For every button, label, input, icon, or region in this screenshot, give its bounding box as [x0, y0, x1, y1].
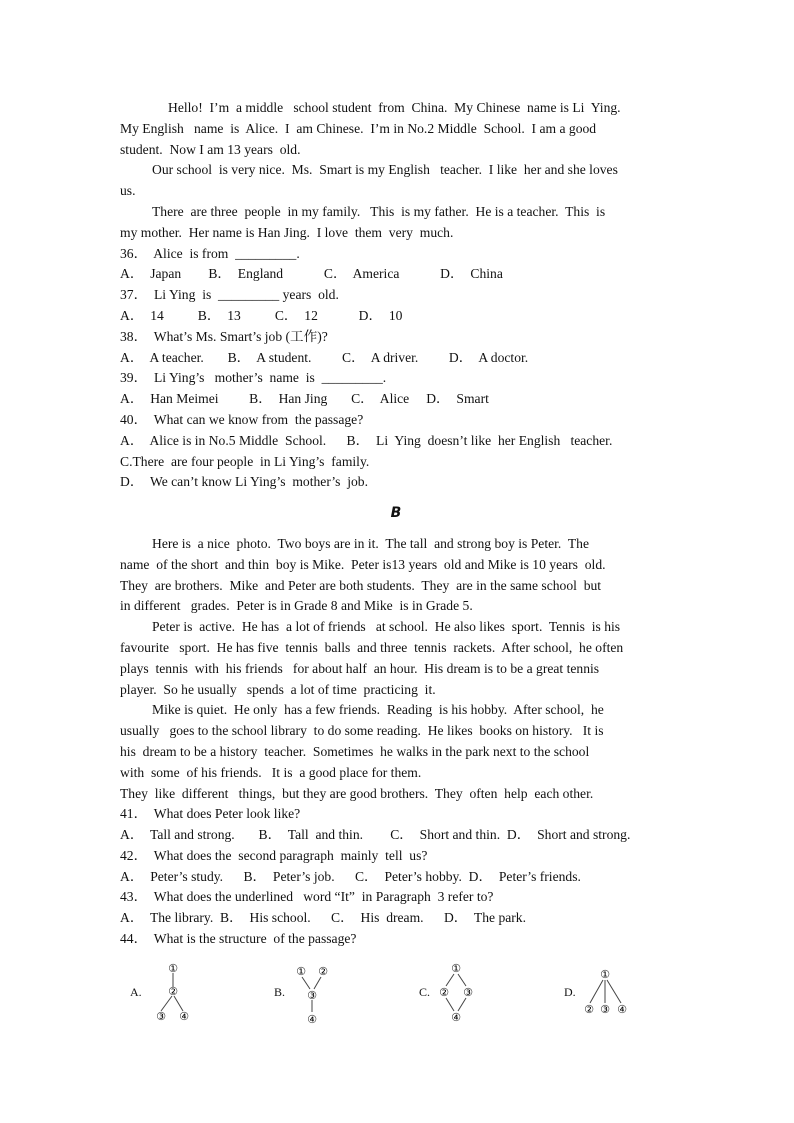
diagram-c-node-1: ①: [451, 962, 461, 975]
diagram-c-label: C.: [419, 985, 431, 999]
question-36-options: A． Japan B． England C． America D． China: [120, 266, 503, 282]
question-44: 44． What is the structure of the passage?: [120, 931, 357, 947]
passage-b-line: name of the short and thin boy is Mike. Peter is13 years old and Mike is 10 years old.: [120, 556, 606, 572]
diagram-a: [128, 960, 248, 1030]
passage-a-line: my mother. Her name is Han Jing. I love them very much.: [120, 224, 454, 240]
question-43-options: A． The library. B． His school. C． His dream. D． The park.: [120, 910, 526, 926]
diagram-c-node-4: ④: [451, 1011, 461, 1024]
question-42: 42． What does the second paragraph mainly tell us?: [120, 847, 428, 863]
question-43: 43． What does the underlined word “It” in Paragraph 3 refer to?: [120, 889, 494, 905]
passage-a-line: student. Now I am 13 years old.: [120, 141, 301, 157]
section-b-title: B: [390, 505, 402, 522]
passage-b-line: Mike is quiet. He only has a few friends. Reading is his hobby. After school, he: [152, 702, 604, 718]
passage-b-line: player. So he usually spends a lot of time practicing it.: [120, 681, 436, 697]
passage-a-line: My English name is Alice. I am Chinese. I’m in No.2 Middle School. I am a good: [120, 120, 597, 136]
structure-diagrams: [120, 960, 680, 1030]
passage-b-line: usually goes to the school library to do some reading. He likes books on history. It is: [120, 723, 604, 739]
passage-b: [120, 534, 672, 804]
question-37-options: A． 14 B． 13 C． 12 D． 10: [120, 307, 403, 323]
diagram-b-node-2: ②: [318, 965, 328, 978]
question-39: 39． Li Ying’s mother’s name is _________.: [120, 370, 387, 386]
diagram-b-node-4: ④: [307, 1013, 317, 1026]
passage-b-line: They are brothers. Mike and Peter are both students. They are in the same school but: [120, 577, 602, 593]
diagram-b-label: B.: [274, 985, 286, 999]
diagram-d-node-1: ①: [600, 968, 610, 981]
diagram-a-svg: [128, 960, 248, 1030]
question-42-options: A． Peter’s study. B． Peter’s job. C． Peter’s hobby. D． Peter’s friends.: [120, 868, 581, 884]
passage-a: [120, 98, 672, 244]
passage-a-line: us.: [120, 183, 136, 199]
passage-b-line: his dream to be a history teacher. Sometimes he walks in the park next to the school: [120, 743, 590, 759]
diagram-c-node-2: ②: [439, 986, 449, 999]
diagram-a-node-1: ①: [168, 962, 178, 975]
diagram-a-node-2: ②: [168, 985, 178, 998]
passage-a-line: There are three people in my family. This is my father. He is a teacher. This is: [152, 203, 606, 219]
passage-a-line: Hello! I’m a middle school student from China. My Chinese name is Li Ying.: [168, 100, 621, 115]
passage-a-line: Our school is very nice. Ms. Smart is my English teacher. I like her and she loves: [152, 162, 618, 178]
diagram-d-svg: [562, 960, 682, 1030]
question-36: 36． Alice is from _________.: [120, 245, 300, 261]
question-40-options: A． Alice is in No.5 Middle School. B． Li Ying doesn’t like her English teacher.: [120, 432, 613, 448]
diagram-d-node-3: ③: [600, 1003, 610, 1016]
diagram-b-node-1: ①: [296, 965, 306, 978]
diagram-c-svg: [417, 960, 537, 1030]
questions-a: [120, 244, 672, 494]
question-38-options: A． A teacher. B． A student. C． A driver. D． A doctor.: [120, 349, 529, 365]
passage-b-line: favourite sport. He has five tennis balls and three tennis rackets. After school, he often: [120, 639, 624, 655]
diagram-a-node-4: ④: [179, 1010, 189, 1023]
diagram-d-node-2: ②: [584, 1003, 594, 1016]
question-40: 40． What can we know from the passage?: [120, 411, 364, 427]
question-39-options: A． Han Meimei B． Han Jing C． Alice D． Smart: [120, 391, 489, 407]
question-40-option-c: C.There are four people in Li Ying’s family.: [120, 453, 370, 469]
document-page: [120, 98, 672, 950]
passage-b-line: plays tennis with his friends for about half an hour. His dream is to be a great tennis: [120, 660, 600, 676]
diagram-d-label: D.: [564, 985, 576, 999]
diagram-c: [417, 960, 537, 1030]
question-37: 37． Li Ying is _________ years old.: [120, 287, 339, 303]
diagram-a-label: A.: [130, 985, 142, 999]
passage-b-line: They like different things, but they are good brothers. They often help each other.: [120, 785, 594, 801]
diagram-b: [272, 960, 392, 1030]
diagram-a-node-3: ③: [156, 1010, 166, 1023]
passage-b-line: in different grades. Peter is in Grade 8 and Mike is in Grade 5.: [120, 598, 473, 614]
question-40-option-d: D． We can’t know Li Ying’s mother’s job.: [120, 474, 368, 490]
diagram-d-node-4: ④: [617, 1003, 627, 1016]
diagram-c-node-3: ③: [463, 986, 473, 999]
passage-b-line: Peter is active. He has a lot of friends at school. He also likes sport. Tennis is his: [152, 619, 621, 635]
diagram-d: [562, 960, 682, 1030]
diagram-b-node-3: ③: [307, 989, 317, 1002]
question-41: 41． What does Peter look like?: [120, 806, 301, 822]
passage-b-line: with some of his friends. It is a good place for them.: [120, 764, 422, 780]
question-41-options: A． Tall and strong. B． Tall and thin. C． Short and thin. D． Short and strong.: [120, 827, 631, 843]
passage-b-line: Here is a nice photo. Two boys are in it. The tall and strong boy is Peter. The: [152, 535, 589, 551]
questions-b: [120, 804, 672, 950]
question-38: 38． What’s Ms. Smart’s job (工作)?: [120, 328, 328, 344]
diagram-b-svg: [272, 960, 392, 1030]
